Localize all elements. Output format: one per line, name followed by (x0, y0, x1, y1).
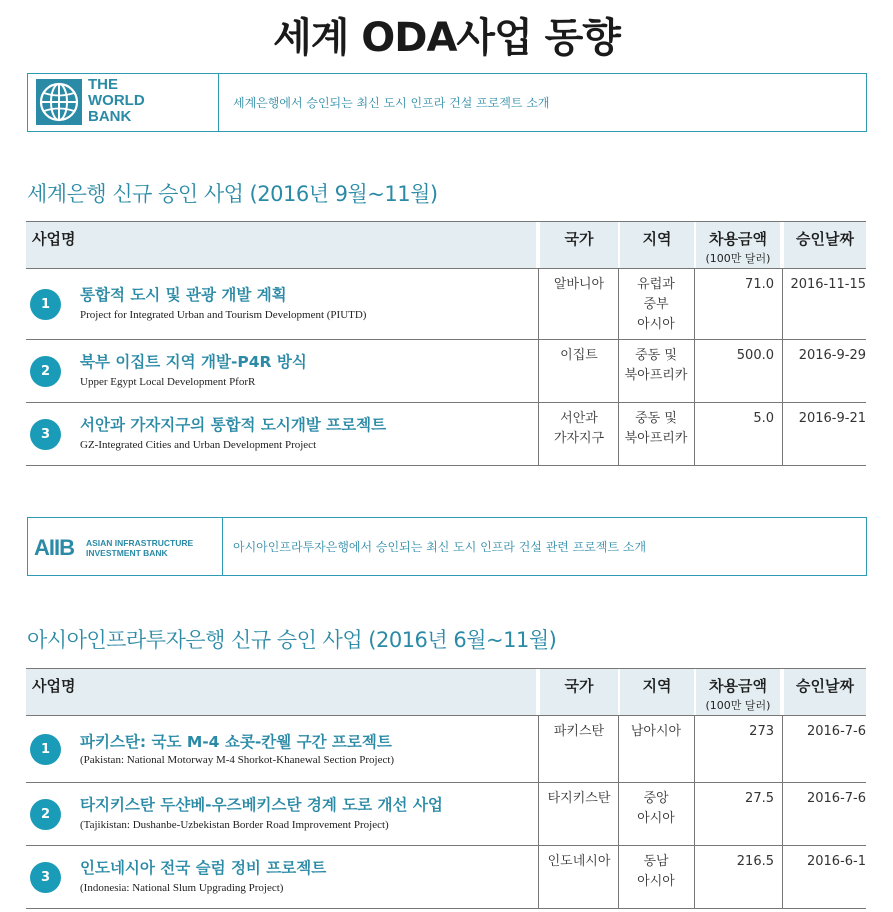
header-country: 국가 (540, 669, 618, 715)
row-number-badge: 3 (30, 419, 61, 450)
date-cell: 2016-6-1 (806, 854, 866, 869)
table-row (26, 782, 866, 845)
row-number-badge: 3 (30, 862, 61, 893)
project-name-ko: 파키스탄: 국도 M-4 쇼콧-칸웰 구간 프로젝트 (80, 733, 392, 751)
aiib-section-title: 아시아인프라투자은행 신규 승인 사업 (2016년 6월~11월) (27, 628, 557, 652)
row-number-badge: 2 (30, 799, 61, 830)
header-country: 국가 (540, 222, 618, 268)
header-region: 지역 (620, 669, 694, 715)
column-divider (538, 403, 539, 465)
project-name-ko: 서안과 가자지구의 통합적 도시개발 프로젝트 (80, 416, 387, 434)
amount-cell: 5.0 (753, 411, 774, 426)
project-name-en: (Tajikistan: Dushanbe-Uzbekistan Border Road Improvement Project) (80, 819, 389, 831)
worldbank-logo-text: THE WORLD BANK (88, 76, 145, 125)
header-amount: 차용금액 (100만 달러) (696, 222, 780, 268)
region-cell: 남아시아 (630, 724, 682, 739)
table-header (26, 668, 866, 715)
country-cell: 파키스탄 (553, 724, 605, 739)
column-divider (538, 716, 539, 782)
worldbank-table (26, 221, 866, 466)
amount-cell: 216.5 (736, 854, 774, 869)
project-name-en: GZ-Integrated Cities and Urban Development Project (80, 439, 317, 451)
amount-cell: 71.0 (745, 277, 774, 292)
amount-cell: 27.5 (745, 791, 774, 806)
column-divider (538, 783, 539, 845)
aiib-logo (28, 518, 223, 575)
table-row (26, 402, 866, 466)
worldbank-logo (28, 74, 219, 131)
column-divider (538, 846, 539, 908)
project-name-ko: 타지키스탄 두샨베-우즈베키스탄 경계 도로 개선 사업 (80, 796, 443, 814)
header-date: 승인날짜 (784, 669, 866, 715)
project-name-en: Project for Integrated Urban and Tourism Development (PIUTD) (80, 309, 367, 321)
region-cell: 중동 및 북아프리카 (624, 348, 688, 383)
table-row (26, 845, 866, 909)
country-cell: 인도네시아 (547, 854, 611, 869)
table-row (26, 268, 866, 339)
region-cell: 중앙 아시아 (637, 791, 675, 826)
globe-icon (36, 79, 82, 125)
date-cell: 2016-11-15 (790, 277, 866, 292)
country-cell: 서안과 가자지구 (553, 411, 605, 446)
project-name-ko: 통합적 도시 및 관광 개발 계획 (80, 286, 287, 304)
aiib-banner (27, 517, 867, 576)
project-name-ko: 인도네시아 전국 슬럼 정비 프로젝트 (80, 859, 327, 877)
header-amount: 차용금액 (100만 달러) (696, 669, 780, 715)
row-number-badge: 2 (30, 356, 61, 387)
worldbank-description: 세계은행에서 승인되는 최신 도시 인프라 건설 프로젝트 소개 (233, 96, 550, 110)
column-divider (538, 269, 539, 339)
row-number-badge: 1 (30, 289, 61, 320)
header-region: 지역 (620, 222, 694, 268)
country-cell: 타지키스탄 (547, 791, 611, 806)
table-header (26, 221, 866, 268)
aiib-table (26, 668, 866, 909)
header-name: 사업명 (26, 222, 536, 268)
project-name-ko: 북부 이집트 지역 개발-P4R 방식 (80, 353, 307, 371)
country-cell: 알바니아 (553, 277, 605, 292)
aiib-description: 아시아인프라투자은행에서 승인되는 최신 도시 인프라 건설 관련 프로젝트 소개 (233, 540, 647, 554)
header-name: 사업명 (26, 669, 536, 715)
row-number-badge: 1 (30, 734, 61, 765)
project-name-en: (Indonesia: National Slum Upgrading Project) (80, 882, 284, 894)
table-row (26, 715, 866, 782)
amount-cell: 273 (749, 724, 774, 739)
column-divider (538, 340, 539, 402)
page-title: 세계 ODA사업 동향 (273, 15, 620, 61)
worldbank-banner (27, 73, 867, 132)
region-cell: 유럽과 중부 아시아 (637, 277, 675, 332)
project-name-en: (Pakistan: National Motorway M-4 Shorkot-Khanewal Section Project) (80, 754, 395, 766)
header-date: 승인날짜 (784, 222, 866, 268)
aiib-logo-text: ASIAN INFRASTRUCTURE INVESTMENT BANK (86, 538, 194, 558)
table-row (26, 339, 866, 402)
country-cell: 이집트 (560, 348, 598, 363)
project-name-en: Upper Egypt Local Development PforR (80, 376, 256, 388)
aiib-logo-mark: AIIB (34, 535, 74, 560)
worldbank-section-title: 세계은행 신규 승인 사업 (2016년 9월~11월) (27, 182, 438, 206)
region-cell: 동남 아시아 (637, 854, 675, 889)
date-cell: 2016-9-21 (798, 411, 866, 426)
date-cell: 2016-9-29 (798, 348, 866, 363)
amount-cell: 500.0 (736, 348, 774, 363)
region-cell: 중동 및 북아프리카 (624, 411, 688, 446)
date-cell: 2016-7-6 (806, 724, 866, 739)
date-cell: 2016-7-6 (806, 791, 866, 806)
